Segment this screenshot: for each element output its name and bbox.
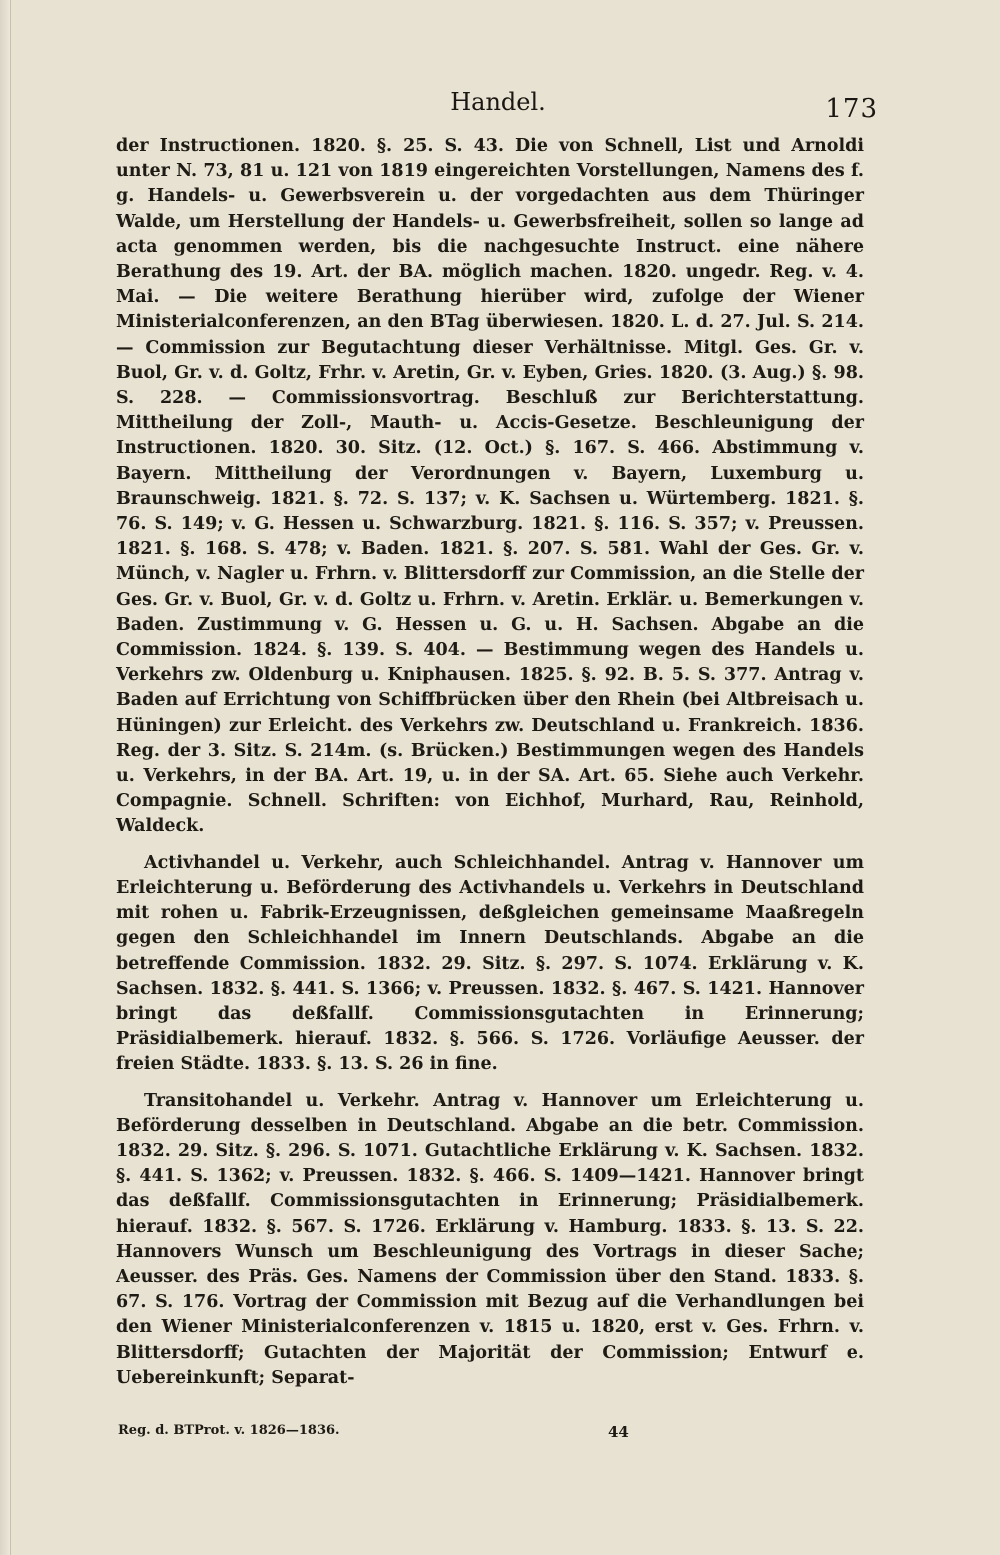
paragraph-activhandel: Activhandel u. Verkehr, auch Schleichhandel. Antrag v. Hannover um Erleichterung u. Beförderung des Activhandels u. Verkehrs in Deutschland mit rohen u. Fabrik-Erzeugnissen, deßgleichen gemeinsame Maaßregeln gegen den Schleichhandel im Innern Deutschlands. Abgabe an die betreffende Commission. 1832. 29. Sitz. §. 297. S. 1074. Erklärung v. K. Sachsen. 1832. §. 441. S. 1366; v. Preussen. 1832. §. 467. S. 1421. Hannover bringt das deßfallf. Commissionsgutachten in Erinnerung; Präsidialbemerk. hierauf. 1832. §. 566. S. 1726. Vorläufige Aeusser. der freien Städte. 1833. §. 13. S. 26 in fine. xyxy=(116,852,864,1075)
paragraph-handel-continuation: der Instructionen. 1820. §. 25. S. 43. Die von Schnell, List und Arnoldi unter N. 73, 81 u. 121 von 1819 eingereichten Vorstellungen, Namens des f. g. Handels- u. Gewerbsverein u. der vorgedachten aus dem Thüringer Walde, um Herstellung der Handels- u. Gewerbsfreiheit, sollen so lange ad acta genommen werden, bis die nachgesuchte Instruct. eine nähere Berathung des 19. Art. der BA. möglich machen. 1820. ungedr. Reg. v. 4. Mai. — Die weitere Berathung hierüber wird, zufolge der Wiener Ministerialconferenzen, an den BTag überwiesen. 1820. L. d. 27. Jul. S. 214. — Commission zur Begutachtung dieser Verhältnisse. Mitgl. Ges. Gr. v. Buol, Gr. v. d. Goltz, Frhr. v. Aretin, Gr. v. Eyben, Gries. 1820. (3. Aug.) §. 98. S. 228. — Commissionsvortrag. Beschluß zur Berichterstattung. Mittheilung der Zoll-, Mauth- u. Accis-Gesetze. Beschleunigung der Instructionen. 1820. 30. Sitz. (12. Oct.) §. 167. S. 466. Abstimmung v. Bayern. Mittheilung der Verordnungen v. Bayern, Luxemburg u. Braunschweig. 1821. §. 72. S. 137; v. K. Sachsen u. Würtemberg. 1821. §. 76. S. 149; v. G. Hessen u. Schwarzburg. 1821. §. 116. S. 357; v. Preussen. 1821. §. 168. S. 478; v. Baden. 1821. §. 207. S. 581. Wahl der Ges. Gr. v. Münch, v. Nagler u. Frhrn. v. Blittersdorff zur Commission, an die Stelle der Ges. Gr. v. Buol, Gr. v. d. Goltz u. Frhrn. v. Aretin. Erklär. u. Bemerkungen v. Baden. Zustimmung v. G. Hessen u. G. u. H. Sachsen. Abgabe an die Commission. 1824. §. 139. S. 404. — Bestimmung wegen des Handels u. Verkehrs zw. Oldenburg u. Kniphausen. 1825. §. 92. B. 5. S. 377. Antrag v. Baden auf Errichtung von Schiffbrücken über den Rhein (bei Altbreisach u. Hüningen) zur Erleicht. des Verkehrs zw. Deutschland u. Frankreich. 1836. Reg. der 3. Sitz. S. 214m. (s. Brücken.) Bestimmungen wegen des Handels u. Verkehrs, in der BA. Art. 19, u. in der SA. Art. 65. Siehe auch Verkehr. Compagnie. Schnell. Schriften: von Eichhof, Murhard, Rau, Reinhold, Waldeck. xyxy=(116,136,864,837)
footer-sheet-number: 44 xyxy=(608,1423,629,1441)
page-footer xyxy=(118,1423,878,1447)
footer-signature: Reg. d. BTProt. v. 1826—1836. xyxy=(118,1423,340,1438)
paragraph-transitohandel: Transitohandel u. Verkehr. Antrag v. Hannover um Erleichterung u. Beförderung desselben in Deutschland. Abgabe an die betr. Commission. 1832. 29. Sitz. §. 296. S. 1071. Gutachtliche Erklärung v. K. Sachsen. 1832. §. 441. S. 1362; v. Preussen. 1832. §. 466. S. 1409—1421. Hannover bringt das deßfallf. Commissionsgutachten in Erinnerung; Präsidialbemerk. hierauf. 1832. §. 567. S. 1726. Erklärung v. Hamburg. 1833. §. 13. S. 22. Hannovers Wunsch um Beschleunigung des Vortrags in dieser Sache; Aeusser. des Präs. Ges. Namens der Commission über den Stand. 1833. §. 67. S. 176. Vortrag der Commission mit Bezug auf die Verhandlungen bei den Wiener Ministerialconferenzen v. 1815 u. 1820, erst v. Ges. Frhrn. v. Blittersdorff; Gutachten der Majorität der Commission; Entwurf e. Uebereinkunft; Separat- xyxy=(116,1090,864,1388)
running-head xyxy=(118,88,878,128)
page-number: 173 xyxy=(825,94,878,124)
page-binding-edge xyxy=(0,0,11,1555)
page-title: Handel. xyxy=(450,88,546,116)
page-body xyxy=(116,134,864,1402)
